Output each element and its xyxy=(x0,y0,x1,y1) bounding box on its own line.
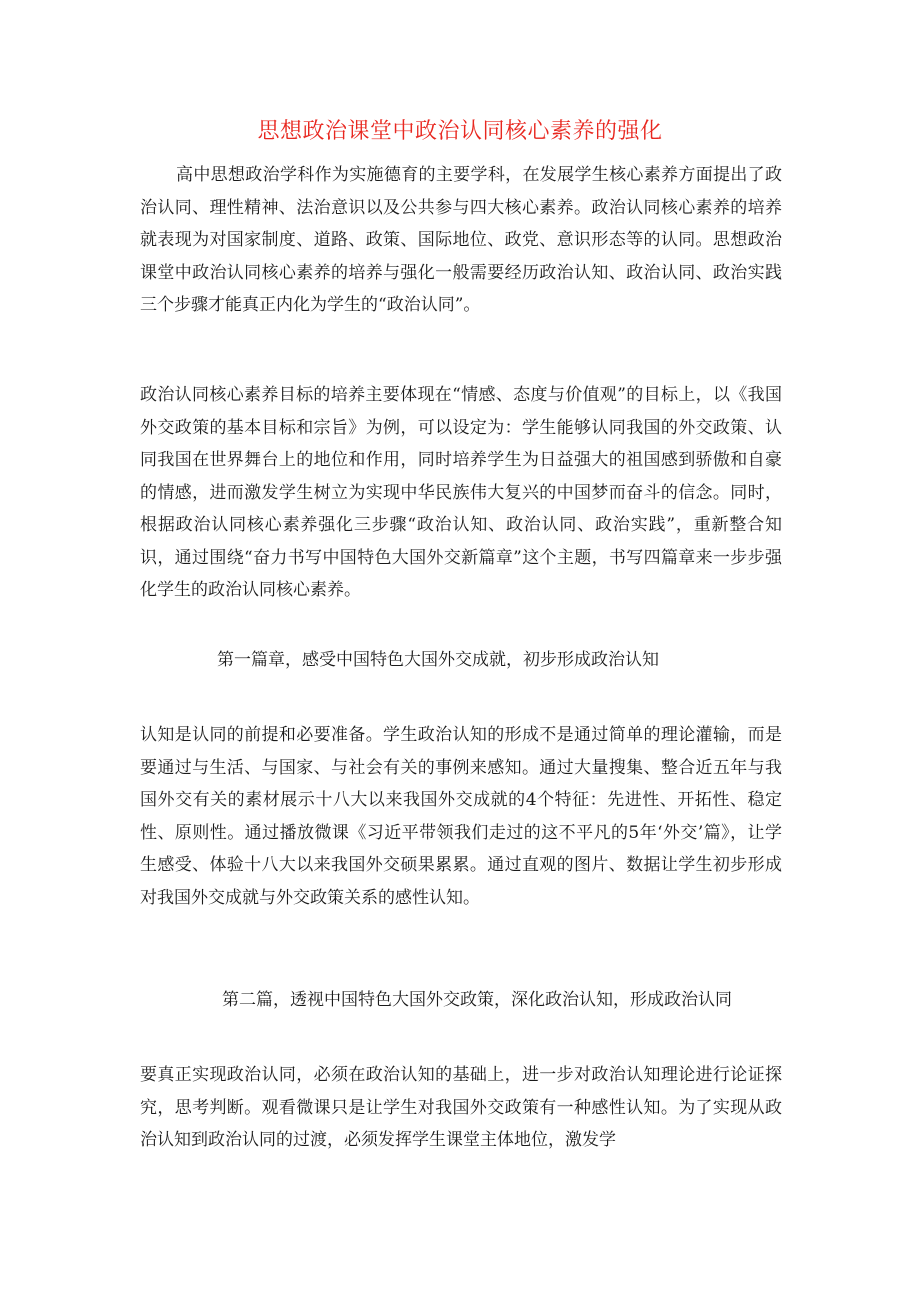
paragraph-intro: 高中思想政治学科作为实施德育的主要学科，在发展学生核心素养方面提出了政治认同、理性精神、法治意识以及公共参与四大核心素养。政治认同核心素养的培养就表现为对国家制度、道路、政策、国际地位、政党、意识形态等的认同。思想政治课堂中政治认同核心素养的培养与强化一般需要经历政治认知、政治认同、政治实践三个步骤才能真正内化为学生的“政治认同”。 xyxy=(140,165,782,315)
section-heading-1: 第一篇章，感受中国特色大国外交成就，初步形成政治认知 xyxy=(217,650,659,670)
section-heading-2: 第二篇，透视中国特色大国外交政策，深化政治认知，形成政治认同 xyxy=(222,990,732,1010)
document-title: 思想政治课堂中政治认同核心素养的强化 xyxy=(257,119,663,144)
paragraph-goals: 政治认同核心素养目标的培养主要体现在“情感、态度与价值观”的目标上，以《我国外交政策的基本目标和宗旨》为例，可以设定为：学生能够认同我国的外交政策、认同我国在世界舞台上的地位和作用，同时培养学生为日益强大的祖国感到骄傲和自豪的情感，进而激发学生树立为实现中华民族伟大复兴的中国梦而奋斗的信念。同时，根据政治认同核心素养强化三步骤“政治认知、政治认同、政治实践”，重新整合知识，通过围绕“奋力书写中国特色大国外交新篇章”这个主题，书写四篇章来一步步强化学生的政治认同核心素养。 xyxy=(140,385,782,600)
paragraph-cognition: 认知是认同的前提和必要准备。学生政治认知的形成不是通过简单的理论灌输，而是要通过与生活、与国家、与社会有关的事例来感知。通过大量搜集、整合近五年与我国外交有关的素材展示十八大以来我国外交成就的4个特征：先进性、开拓性、稳定性、原则性。通过播放微课《习近平带领我们走过的这不平凡的5年‘外交’篇》，让学生感受、体验十八大以来我国外交硕果累累。通过直观的图片、数据让学生初步形成对我国外交成就与外交政策关系的感性认知。 xyxy=(140,725,782,908)
paragraph-identification: 要真正实现政治认同，必须在政治认知的基础上，进一步对政治认知理论进行论证探究，思考判断。观看微课只是让学生对我国外交政策有一种感性认知。为了实现从政治认知到政治认同的过渡，必须发挥学生课堂主体地位，激发学 xyxy=(140,1065,782,1150)
